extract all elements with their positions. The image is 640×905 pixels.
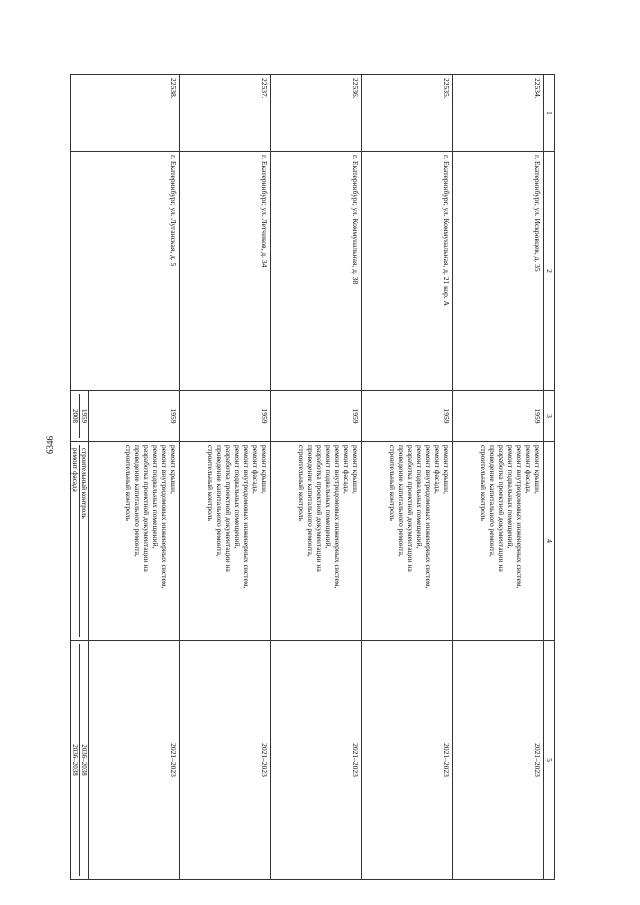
work-item: проведение капитального ремонта, [133, 445, 142, 557]
work-item: ремонт фасада, [524, 445, 533, 494]
table-row [271, 75, 362, 880]
work-item: ремонт подвальных помещений, [415, 445, 424, 549]
row-year: 1959 [180, 391, 271, 442]
row-period: 2021–2023 [362, 641, 453, 880]
work-item: ремонт подвальных помещений, [506, 445, 515, 549]
tail-year: 1959 [80, 409, 88, 423]
table-row [89, 75, 180, 880]
header-col-2: 2 [544, 152, 555, 391]
row-works [89, 442, 180, 641]
row-works [362, 442, 453, 641]
work-item: разработка проектной документации на [142, 445, 151, 572]
table-header-row [544, 75, 555, 880]
table-row [362, 75, 453, 880]
row-period: 2021–2023 [271, 641, 362, 880]
tail-years [71, 391, 89, 442]
row-works [180, 442, 271, 641]
row-period: 2021–2023 [89, 641, 180, 880]
rotated-table-container [71, 74, 555, 844]
repair-schedule-table [70, 74, 555, 880]
row-works [271, 442, 362, 641]
work-item: ремонт фасада, [251, 445, 260, 494]
table-row [453, 75, 544, 880]
work-item: строительный контроль [479, 445, 488, 521]
row-address: г. Екатеринбург, ул. Искровцев, д. 35 [453, 152, 544, 391]
row-period: 2021–2023 [180, 641, 271, 880]
work-item: ремонт внутридомовых инженерных систем, [160, 445, 169, 589]
work-item: проведение капитального ремонта, [215, 445, 224, 557]
work-item: строительный контроль [388, 445, 397, 521]
work-item: ремонт крыши, [260, 445, 269, 494]
tail-works [71, 442, 89, 641]
work-item: ремонт подвальных помещений, [233, 445, 242, 549]
work-item: строительный контроль [206, 445, 215, 521]
row-address: г. Екатеринбург, ул. Луганская, д. 5 [71, 152, 180, 391]
work-item: разработка проектной документации на [406, 445, 415, 572]
work-item: проведение капитального ремонта, [397, 445, 406, 557]
work-item: проведение капитального ремонта, [306, 445, 315, 557]
row-year: 1959 [271, 391, 362, 442]
row-address: г. Екатеринбург, ул. Коммунальная, д. 38 [271, 152, 362, 391]
header-col-4: 4 [544, 442, 555, 641]
row-year: 1959 [89, 391, 180, 442]
work-item: ремонт фасада, [342, 445, 351, 494]
page-number: 6346 [45, 436, 55, 454]
work-item: ремонт подвальных помещений, [151, 445, 160, 549]
row-period: 2021–2023 [453, 641, 544, 880]
tail-work: строительный контроль [80, 448, 88, 519]
work-item: разработка проектной документации на [224, 445, 233, 572]
header-col-3: 3 [544, 391, 555, 442]
work-item: ремонт крыши, [351, 445, 360, 494]
tail-periods [71, 641, 89, 880]
work-item: строительный контроль [124, 445, 133, 521]
work-item: ремонт крыши, [442, 445, 451, 494]
tail-year: 2008 [71, 394, 80, 438]
work-item: ремонт внутридомовых инженерных систем, [424, 445, 433, 589]
work-item: ремонт внутридомовых инженерных систем, [242, 445, 251, 589]
row-works [453, 442, 544, 641]
work-item: ремонт фасада, [433, 445, 442, 494]
row-year: 1959 [362, 391, 453, 442]
work-item: ремонт крыши, [169, 445, 178, 494]
table-row [180, 75, 271, 880]
tail-work: ремонт фасада [71, 445, 80, 637]
tail-period: 2036–2038 [80, 744, 88, 776]
row-address: г. Екатеринбург, ул. Летчиков, д. 34 [180, 152, 271, 391]
row-number: 22538. [71, 75, 180, 152]
row-number: 22537. [180, 75, 271, 152]
header-col-1: 1 [544, 75, 555, 152]
row-number: 22535. [362, 75, 453, 152]
row-year: 1959 [453, 391, 544, 442]
tail-period: 2036–2038 [71, 644, 80, 876]
row-address: г. Екатеринбург, ул. Коммунальная, д. 21 кор. А [362, 152, 453, 391]
header-col-5: 5 [544, 641, 555, 880]
work-item: ремонт внутридомовых инженерных систем, [515, 445, 524, 589]
work-item: разработка проектной документации на [497, 445, 506, 572]
row-number: 22536. [271, 75, 362, 152]
work-item: ремонт подвальных помещений, [324, 445, 333, 549]
work-item: ремонт крыши, [533, 445, 542, 494]
row-number: 22534. [453, 75, 544, 152]
work-item: ремонт внутридомовых инженерных систем, [333, 445, 342, 589]
work-item: строительный контроль [297, 445, 306, 521]
work-item: разработка проектной документации на [315, 445, 324, 572]
work-item: проведение капитального ремонта, [488, 445, 497, 557]
